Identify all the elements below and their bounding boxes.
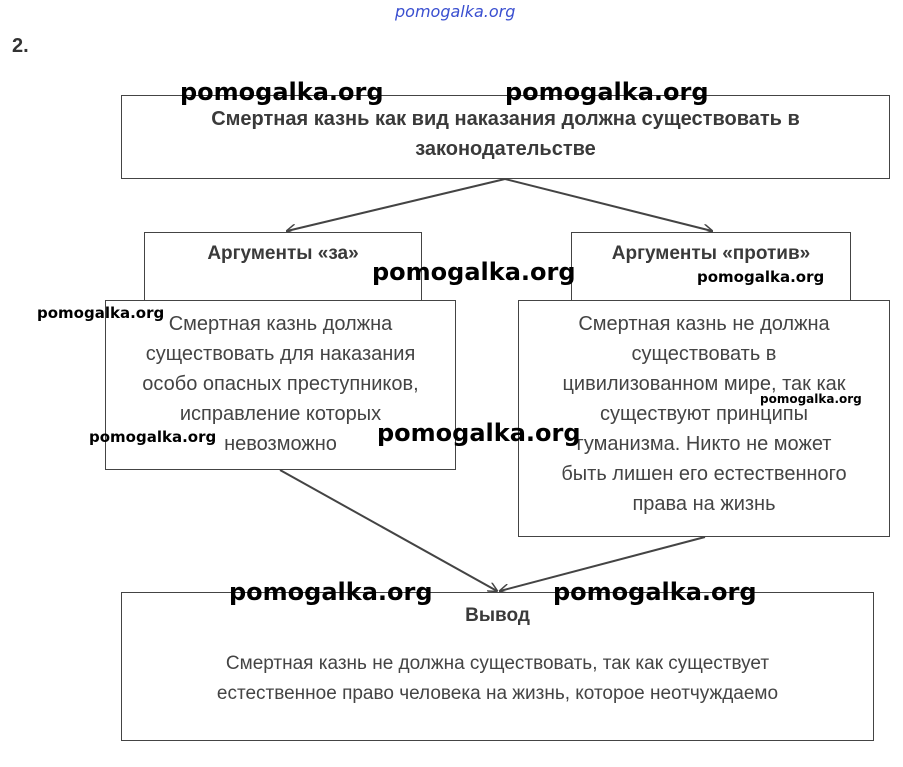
conclusion-heading: Вывод [465, 605, 530, 626]
thesis-text: Смертная казнь как вид наказания должна существовать в законодательстве [211, 108, 800, 160]
pro-text: Смертная казнь должна существовать для наказания особо опасных преступников, исправление которых невозможно [142, 313, 419, 455]
arrow-to-contra [505, 179, 712, 231]
contra-text: Смертная казнь не должна существовать в цивилизованном мире, так как существуют принципы гуманизма. Никто не может быть лишен его естественного права на жизнь [561, 313, 847, 515]
thesis-box [121, 95, 890, 179]
site-logo[interactable]: pomogalka.org [395, 2, 516, 21]
watermark: pomogalka.org [760, 392, 862, 406]
watermark: pomogalka.org [697, 268, 825, 286]
watermark: pomogalka.org [372, 258, 576, 286]
arrow-pro-to-conclusion [280, 470, 497, 591]
pro-heading: Аргументы «за» [207, 243, 359, 264]
watermark: pomogalka.org [229, 578, 433, 606]
conclusion-box [121, 592, 874, 741]
watermark: pomogalka.org [377, 419, 581, 447]
arrow-to-pro [287, 179, 505, 231]
conclusion-text: Смертная казнь не должна существовать, так как существует естественное право человека на жизнь, которое неотчуждаемо [216, 653, 779, 704]
contra-heading-box [571, 232, 851, 302]
watermark: pomogalka.org [89, 428, 217, 446]
watermark: pomogalka.org [553, 578, 757, 606]
contra-heading: Аргументы «против» [611, 243, 811, 264]
watermark: pomogalka.org [505, 78, 709, 106]
question-number: 2. [12, 35, 29, 57]
watermark: pomogalka.org [37, 304, 165, 322]
watermark: pomogalka.org [180, 78, 384, 106]
